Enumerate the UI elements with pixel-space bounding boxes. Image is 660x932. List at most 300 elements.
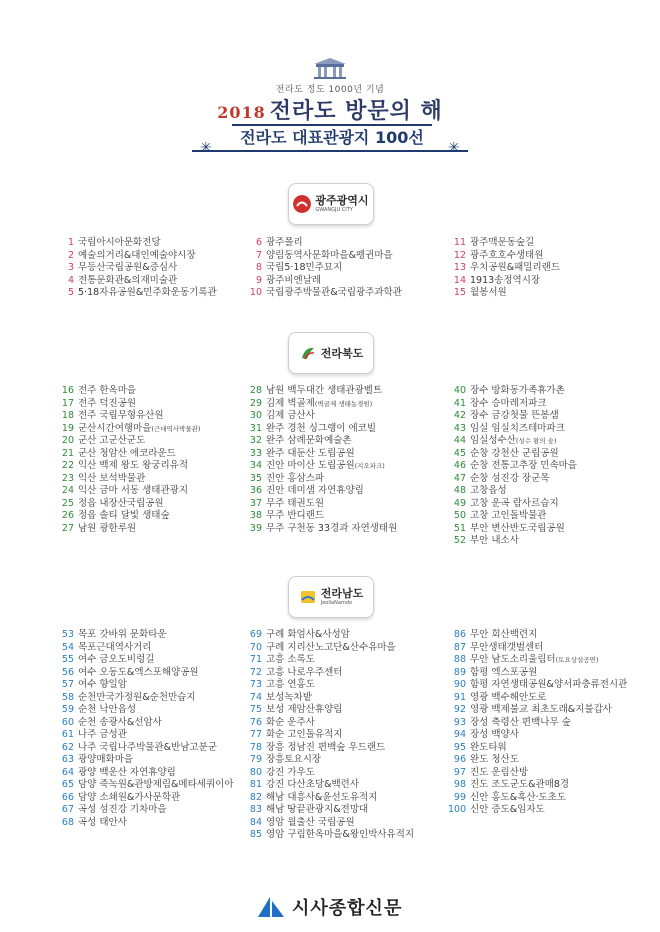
list-item bbox=[448, 792, 648, 805]
list-item bbox=[244, 642, 444, 655]
item-number: 3 bbox=[67, 262, 74, 273]
item-number: 51 bbox=[453, 522, 466, 534]
list-item bbox=[244, 523, 444, 536]
item-number: 64 bbox=[61, 766, 74, 778]
item-title: 익산 금마 서동 생태관광지 bbox=[78, 485, 189, 496]
item-title: 1913송정역시장 bbox=[470, 274, 541, 286]
item-number: 57 bbox=[61, 679, 74, 690]
region-sub: JeollaNamdo bbox=[320, 600, 353, 606]
item-number: 67 bbox=[61, 804, 74, 815]
title-underline bbox=[192, 150, 468, 152]
list-item bbox=[448, 287, 648, 300]
item-number: 35 bbox=[249, 472, 262, 484]
item-number: 63 bbox=[61, 754, 74, 765]
palace-gate-icon bbox=[310, 56, 350, 80]
item-title: 군산 청암산 에코라운드 bbox=[78, 447, 176, 459]
item-number: 25 bbox=[61, 497, 74, 509]
item-number: 12 bbox=[453, 249, 466, 261]
item-title: 익산 백제 왕도 왕궁리유적 bbox=[78, 460, 189, 471]
item-number: 19 bbox=[61, 422, 74, 434]
item-title: 무안생태갯벌센터 bbox=[470, 641, 544, 653]
region-badge-gwangju bbox=[288, 183, 374, 225]
jeonnam-col2 bbox=[244, 629, 444, 842]
item-title: 장흥토요시장 bbox=[266, 754, 322, 765]
list-item bbox=[56, 729, 256, 742]
item-title: 진안 마이산 도립공원 bbox=[266, 460, 355, 471]
item-title: 광주폴리 bbox=[266, 237, 303, 248]
list-item bbox=[448, 498, 648, 511]
list-item bbox=[244, 629, 444, 642]
item-number: 74 bbox=[249, 691, 262, 703]
item-number: 44 bbox=[453, 435, 466, 446]
item-number: 22 bbox=[61, 460, 74, 471]
jeonbuk-col3 bbox=[448, 385, 648, 548]
jeonnam-logo-icon bbox=[299, 588, 317, 606]
item-number: 66 bbox=[61, 791, 74, 803]
list-item bbox=[244, 410, 444, 423]
item-number: 81 bbox=[249, 779, 262, 790]
list-item bbox=[56, 792, 256, 805]
item-title: 고창 운곡 람사르습지 bbox=[470, 497, 559, 509]
item-title: 여수 금오도비렁길 bbox=[78, 654, 155, 665]
list-item bbox=[56, 654, 256, 667]
list-item bbox=[448, 237, 648, 250]
item-title: 임실성수산 bbox=[470, 435, 516, 446]
list-item bbox=[448, 510, 648, 523]
item-number: 62 bbox=[61, 741, 74, 753]
item-number: 9 bbox=[255, 274, 262, 286]
item-title: 여수 향일암 bbox=[78, 679, 127, 690]
item-title: 월봉서원 bbox=[470, 287, 507, 298]
list-item bbox=[448, 779, 648, 792]
item-title: 고흥 연홍도 bbox=[266, 679, 315, 690]
list-item bbox=[448, 679, 648, 692]
list-item bbox=[448, 642, 648, 655]
region-name: 전라북도 bbox=[320, 346, 364, 360]
item-number: 87 bbox=[453, 641, 466, 653]
item-number: 20 bbox=[61, 435, 74, 446]
item-title: 완주 경천 싱그랭이 에코빌 bbox=[266, 422, 377, 434]
item-number: 16 bbox=[61, 385, 74, 396]
item-title: 정읍 내장산국립공원 bbox=[78, 497, 164, 509]
list-item bbox=[244, 423, 444, 436]
item-number: 65 bbox=[61, 779, 74, 790]
item-number: 55 bbox=[61, 654, 74, 665]
item-title: 정읍 솔티 달빛 생태숲 bbox=[78, 510, 170, 521]
item-title: 무안 남도소리울림터 bbox=[470, 654, 556, 665]
item-note: (토요상설공연) bbox=[555, 656, 599, 664]
list-item bbox=[448, 523, 648, 536]
item-title: 장성 축령산 편백나무 숲 bbox=[470, 716, 571, 728]
list-item bbox=[244, 754, 444, 767]
list-item bbox=[56, 410, 256, 423]
list-item bbox=[448, 654, 648, 667]
item-title: 완주 삼례문화예술촌 bbox=[266, 435, 352, 446]
item-title: 전주 덕진공원 bbox=[78, 397, 137, 409]
list-item bbox=[244, 679, 444, 692]
list-item bbox=[56, 237, 256, 250]
item-title: 순창 강천산 군립공원 bbox=[470, 447, 559, 459]
item-number: 54 bbox=[61, 641, 74, 653]
item-number: 7 bbox=[255, 249, 262, 261]
item-title: 목포근대역사거리 bbox=[78, 641, 152, 653]
item-number: 75 bbox=[249, 704, 262, 715]
list-item bbox=[244, 667, 444, 680]
item-title: 여수 오동도&엑스포해양공원 bbox=[78, 666, 199, 678]
snowflake-left-icon: ✳ bbox=[200, 140, 212, 156]
item-title: 양림동역사문화마을&펭귄마을 bbox=[266, 249, 393, 261]
list-item bbox=[448, 804, 648, 817]
item-number: 91 bbox=[453, 691, 466, 703]
list-item bbox=[244, 510, 444, 523]
list-item bbox=[244, 485, 444, 498]
item-title: 무등산국립공원&증심사 bbox=[78, 262, 178, 273]
item-title: 부안 변산반도국립공원 bbox=[470, 522, 565, 534]
list-item bbox=[448, 423, 648, 436]
subtitle: 전라도 정도 1000년 기념 bbox=[275, 85, 385, 95]
item-title: 고흥 소록도 bbox=[266, 654, 315, 665]
list-item bbox=[244, 779, 444, 792]
item-title: 곡성 태안사 bbox=[78, 816, 127, 828]
item-title: 진도 운림산방 bbox=[470, 766, 529, 778]
item-title: 광주비엔날레 bbox=[266, 274, 322, 286]
list-item bbox=[244, 237, 444, 250]
item-number: 52 bbox=[453, 535, 466, 546]
list-item bbox=[448, 435, 648, 448]
main-title: 전라도 대표관광지 100선 bbox=[232, 124, 432, 150]
list-item bbox=[56, 754, 256, 767]
item-number: 70 bbox=[249, 641, 262, 653]
item-title: 광양 백운산 자연휴양림 bbox=[78, 766, 176, 778]
item-number: 86 bbox=[453, 629, 466, 640]
gwangju-col3 bbox=[448, 237, 648, 300]
list-item bbox=[56, 817, 256, 830]
item-title: 순창 섬진강 장군목 bbox=[470, 472, 550, 484]
item-title: 화순 운주사 bbox=[266, 716, 315, 728]
list-item bbox=[244, 692, 444, 705]
item-title: 5·18자유공원&민주화운동기록관 bbox=[78, 287, 217, 298]
item-title: 영암 월출산 국립공원 bbox=[266, 816, 355, 828]
list-item bbox=[244, 460, 444, 473]
item-title: 고창 고인돌박물관 bbox=[470, 510, 547, 521]
list-item bbox=[56, 523, 256, 536]
jeonbuk-col2 bbox=[244, 385, 444, 535]
list-item bbox=[448, 629, 648, 642]
item-title: 진안 홍삼스파 bbox=[266, 472, 325, 484]
item-number: 24 bbox=[61, 485, 74, 496]
item-number: 39 bbox=[249, 522, 262, 534]
item-title: 담양 소쇄원&가사문학관 bbox=[78, 791, 181, 803]
list-item bbox=[244, 729, 444, 742]
item-number: 10 bbox=[249, 287, 262, 298]
item-number: 95 bbox=[453, 741, 466, 753]
list-item bbox=[56, 460, 256, 473]
item-title: 진안 데미샘 자연휴양림 bbox=[266, 485, 364, 496]
item-title: 영광 백수해안도로 bbox=[470, 691, 547, 703]
item-number: 6 bbox=[255, 237, 262, 248]
item-number: 34 bbox=[249, 460, 262, 471]
item-title: 강진 다산초당&백련사 bbox=[266, 779, 360, 790]
newspaper-logo-icon bbox=[256, 895, 286, 919]
item-number: 94 bbox=[453, 729, 466, 740]
list-item bbox=[244, 498, 444, 511]
item-number: 40 bbox=[453, 385, 466, 396]
item-number: 68 bbox=[61, 816, 74, 828]
item-title: 구례 화엄사&사성암 bbox=[266, 629, 350, 640]
list-item bbox=[56, 717, 256, 730]
list-item bbox=[244, 767, 444, 780]
list-item bbox=[244, 704, 444, 717]
item-title: 장수 방화동가족휴가촌 bbox=[470, 385, 565, 396]
item-number: 96 bbox=[453, 754, 466, 765]
item-title: 곡성 섬진강 기차마을 bbox=[78, 804, 167, 815]
list-item bbox=[244, 817, 444, 830]
footer-brand-name: 시사종합신문 bbox=[292, 898, 403, 919]
jeonbuk-col1 bbox=[56, 385, 256, 535]
item-title: 김제 벽골제 bbox=[266, 397, 315, 409]
item-number: 76 bbox=[249, 716, 262, 728]
item-number: 46 bbox=[453, 460, 466, 471]
list-item bbox=[448, 473, 648, 486]
gwangju-col2 bbox=[244, 237, 444, 300]
item-title: 영광 백제불교 최초도래&지불갑사 bbox=[470, 704, 612, 715]
item-title: 신안 홍도&흑산·도초도 bbox=[470, 791, 567, 803]
item-title: 순천 낙안읍성 bbox=[78, 704, 137, 715]
item-title: 임실 임실치즈테마파크 bbox=[470, 422, 565, 434]
list-item bbox=[448, 262, 648, 275]
list-item bbox=[56, 385, 256, 398]
item-number: 73 bbox=[249, 679, 262, 690]
list-item bbox=[244, 792, 444, 805]
item-title: 해남 땅끝관광지&전망대 bbox=[266, 804, 369, 815]
list-item bbox=[448, 398, 648, 411]
item-title: 보성 제암산휴양림 bbox=[266, 704, 343, 715]
item-number: 99 bbox=[453, 791, 466, 803]
item-title: 고창읍성 bbox=[470, 485, 507, 496]
list-item bbox=[244, 398, 444, 411]
item-title: 목포 갓바위 문화타운 bbox=[78, 629, 167, 640]
list-item bbox=[56, 287, 256, 300]
item-title: 전통문화관&의재미술관 bbox=[78, 274, 178, 286]
item-number: 59 bbox=[61, 704, 74, 715]
item-number: 14 bbox=[453, 274, 466, 286]
item-title: 완도 청산도 bbox=[470, 754, 519, 765]
item-number: 78 bbox=[249, 741, 262, 753]
item-number: 58 bbox=[61, 691, 74, 703]
item-number: 31 bbox=[249, 422, 262, 434]
list-item bbox=[244, 473, 444, 486]
item-number: 23 bbox=[61, 472, 74, 484]
item-number: 11 bbox=[453, 237, 466, 248]
item-title: 장수 승마레저파크 bbox=[470, 397, 547, 409]
year-label: 2018 bbox=[217, 103, 266, 122]
item-title: 무주 구천동 33경과 자연생태원 bbox=[266, 522, 398, 534]
list-item bbox=[244, 448, 444, 461]
item-number: 27 bbox=[61, 522, 74, 534]
list-item bbox=[244, 250, 444, 263]
item-title: 영암 구림한옥마을&왕인박사유적지 bbox=[266, 829, 415, 840]
item-number: 26 bbox=[61, 510, 74, 521]
item-title: 순창 전통고추장 민속마을 bbox=[470, 460, 577, 471]
item-title: 무주 태권도원 bbox=[266, 497, 325, 509]
list-item bbox=[56, 767, 256, 780]
item-title: 함평 엑스포공원 bbox=[470, 666, 538, 678]
item-number: 1 bbox=[67, 237, 74, 248]
item-title: 장성 백양사 bbox=[470, 729, 519, 740]
list-item bbox=[56, 448, 256, 461]
list-item bbox=[244, 385, 444, 398]
item-number: 2 bbox=[67, 249, 74, 261]
item-number: 28 bbox=[249, 385, 262, 396]
list-item bbox=[448, 767, 648, 780]
item-note: (벽골제 생태농경원) bbox=[314, 399, 373, 408]
item-title: 순천만국가정원&순천만습지 bbox=[78, 691, 196, 703]
item-number: 61 bbox=[61, 729, 74, 740]
footer-brand bbox=[256, 893, 402, 921]
item-number: 100 bbox=[448, 804, 467, 815]
list-item bbox=[448, 754, 648, 767]
item-number: 45 bbox=[453, 447, 466, 459]
item-number: 60 bbox=[61, 716, 74, 728]
list-item bbox=[56, 423, 256, 436]
item-title: 화순 고인돌유적지 bbox=[266, 729, 343, 740]
item-number: 88 bbox=[453, 654, 466, 665]
item-title: 신안 증도&임자도 bbox=[470, 804, 545, 815]
list-item bbox=[448, 385, 648, 398]
item-title: 광주호호수생태원 bbox=[470, 249, 544, 261]
item-number: 18 bbox=[61, 410, 74, 421]
item-title: 예술의거리&대인예술야시장 bbox=[78, 249, 196, 261]
item-number: 41 bbox=[453, 397, 466, 409]
item-title: 해남 대흥사&윤선도유적지 bbox=[266, 791, 378, 803]
item-number: 93 bbox=[453, 716, 466, 728]
item-title: 전주 국립무형유산원 bbox=[78, 410, 164, 421]
list-item bbox=[448, 410, 648, 423]
item-number: 56 bbox=[61, 666, 74, 678]
list-item bbox=[56, 435, 256, 448]
item-title: 담양 죽녹원&관방제림&메타세쿼이아 bbox=[78, 779, 234, 790]
list-item bbox=[448, 729, 648, 742]
region-badge-jeonbuk bbox=[288, 332, 374, 374]
item-number: 4 bbox=[67, 274, 74, 286]
list-item bbox=[448, 717, 648, 730]
item-number: 30 bbox=[249, 410, 262, 421]
region-name: 광주광역시 bbox=[315, 194, 369, 207]
item-number: 33 bbox=[249, 447, 262, 459]
list-item bbox=[56, 692, 256, 705]
list-item bbox=[56, 510, 256, 523]
script-title-text: 전라도 방문의 해 bbox=[269, 98, 443, 124]
item-number: 84 bbox=[249, 816, 262, 828]
item-number: 21 bbox=[61, 447, 74, 459]
item-title: 국립아시아문화전당 bbox=[78, 237, 161, 248]
item-title: 익산 보석박물관 bbox=[78, 472, 146, 484]
list-item bbox=[56, 250, 256, 263]
item-number: 89 bbox=[453, 666, 466, 678]
item-title: 완도타워 bbox=[470, 741, 507, 753]
item-title: 순천 송광사&선암사 bbox=[78, 716, 162, 728]
list-item bbox=[448, 275, 648, 288]
item-title: 남원 광한루원 bbox=[78, 522, 137, 534]
item-number: 15 bbox=[453, 287, 466, 298]
item-title: 국립5·18민주묘지 bbox=[266, 262, 343, 273]
item-title: 장흥 정남진 편백숲 우드랜드 bbox=[266, 741, 386, 753]
item-title: 김제 금산사 bbox=[266, 410, 315, 421]
list-item bbox=[448, 460, 648, 473]
region-sub: GWANGJU CITY bbox=[315, 207, 353, 213]
item-number: 8 bbox=[255, 262, 262, 273]
list-item bbox=[56, 679, 256, 692]
list-item bbox=[244, 804, 444, 817]
jeonbuk-logo-icon bbox=[299, 344, 317, 362]
item-title: 함평 자연생태공원&양서파충류전시관 bbox=[470, 679, 628, 690]
gwangju-logo-icon bbox=[293, 195, 311, 213]
item-number: 79 bbox=[249, 754, 262, 765]
list-item bbox=[56, 262, 256, 275]
item-number: 82 bbox=[249, 791, 262, 803]
list-item bbox=[56, 742, 256, 755]
jeonnam-col3 bbox=[448, 629, 648, 817]
item-title: 고흥 나로우주센터 bbox=[266, 666, 343, 678]
list-item bbox=[244, 287, 444, 300]
item-title: 광주맥문동숲길 bbox=[470, 237, 535, 248]
item-note: (지오파크) bbox=[354, 462, 385, 470]
item-note: (근대역사박물관) bbox=[151, 424, 201, 433]
item-number: 5 bbox=[67, 287, 74, 298]
item-number: 49 bbox=[453, 497, 466, 509]
list-item bbox=[56, 629, 256, 642]
item-title: 나주 금성관 bbox=[78, 729, 127, 740]
item-title: 국립광주박물관&국립광주과학관 bbox=[266, 287, 402, 298]
item-number: 38 bbox=[249, 510, 262, 521]
list-item bbox=[56, 667, 256, 680]
item-number: 85 bbox=[249, 829, 262, 840]
item-number: 42 bbox=[453, 410, 466, 421]
list-item bbox=[448, 692, 648, 705]
list-item bbox=[56, 804, 256, 817]
list-item bbox=[244, 829, 444, 842]
item-number: 29 bbox=[249, 397, 262, 409]
item-title: 구례 지리산노고단&산수유마을 bbox=[266, 641, 396, 653]
list-item bbox=[448, 250, 648, 263]
item-number: 83 bbox=[249, 804, 262, 815]
list-item bbox=[56, 704, 256, 717]
gwangju-col1 bbox=[56, 237, 256, 300]
item-number: 50 bbox=[453, 510, 466, 521]
item-number: 36 bbox=[249, 485, 262, 496]
item-title: 광양매화마을 bbox=[78, 754, 134, 765]
item-title: 무안 회산백련지 bbox=[470, 629, 538, 640]
item-title: 군산 고군산군도 bbox=[78, 435, 146, 446]
item-title: 부안 내소사 bbox=[470, 535, 519, 546]
item-number: 37 bbox=[249, 497, 262, 509]
snowflake-right-icon: ✳ bbox=[448, 140, 460, 156]
list-item bbox=[244, 654, 444, 667]
list-item bbox=[56, 473, 256, 486]
list-item bbox=[448, 704, 648, 717]
region-name: 전라남도 bbox=[320, 587, 364, 600]
item-number: 17 bbox=[61, 397, 74, 409]
item-number: 77 bbox=[249, 729, 262, 740]
list-item bbox=[244, 275, 444, 288]
item-number: 98 bbox=[453, 779, 466, 790]
item-number: 53 bbox=[61, 629, 74, 640]
list-item bbox=[56, 642, 256, 655]
list-item bbox=[244, 435, 444, 448]
item-title: 강진 가우도 bbox=[266, 766, 315, 778]
item-title: 무주 반디랜드 bbox=[266, 510, 325, 521]
item-number: 80 bbox=[249, 766, 262, 778]
